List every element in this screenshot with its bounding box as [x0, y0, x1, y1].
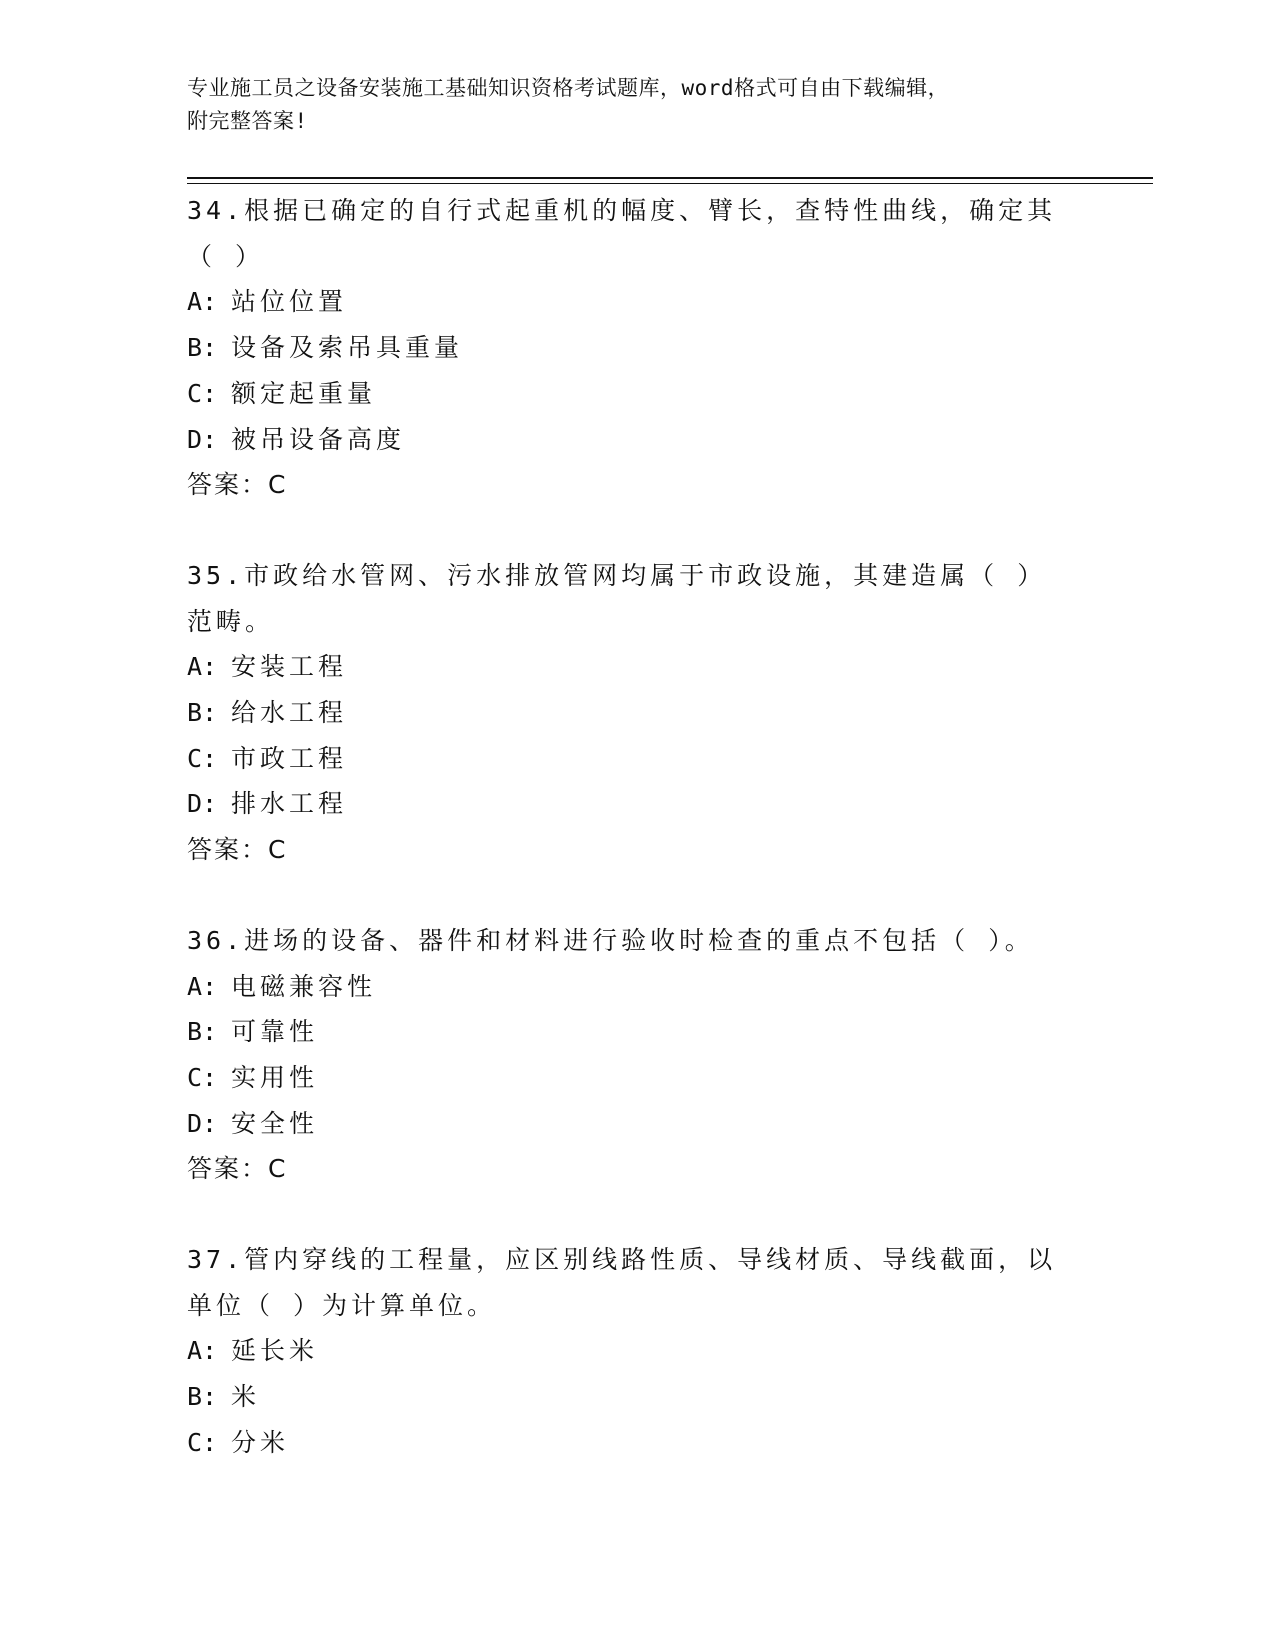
option-letter: D: — [187, 789, 218, 819]
answer-line: 答案：C — [187, 470, 288, 500]
header-title-line-2: 附完整答案! — [187, 109, 308, 133]
question-number: 34. — [187, 196, 245, 225]
option-a — [187, 964, 1087, 1010]
option-text: 被吊设备高度 — [231, 424, 406, 454]
option-c — [187, 371, 1087, 417]
question-34 — [187, 188, 1087, 508]
question-36 — [187, 918, 1087, 1192]
option-text: 站位位置 — [231, 287, 348, 317]
option-text: 米 — [231, 1382, 261, 1412]
option-letter: D: — [187, 1108, 218, 1138]
option-text: 市政工程 — [231, 743, 348, 773]
option-a — [187, 644, 1087, 690]
question-35 — [187, 553, 1087, 873]
option-text: 可靠性 — [231, 1017, 319, 1047]
option-text: 额定起重量 — [231, 378, 377, 408]
question-text: 市政给水管网、污水排放管网均属于市政设施，其建造属（ ）范畴。 — [187, 560, 1047, 636]
option-letter: C: — [187, 1427, 218, 1457]
header-divider-thin — [187, 183, 1153, 184]
option-letter: A: — [187, 971, 218, 1001]
option-a — [187, 1328, 1087, 1374]
option-b — [187, 325, 1087, 371]
option-b — [187, 690, 1087, 736]
question-stem — [187, 188, 1067, 279]
option-text: 安全性 — [231, 1108, 319, 1138]
answer-line: 答案：C — [187, 1154, 288, 1184]
option-letter: A: — [187, 1336, 218, 1366]
question-text: 根据已确定的自行式起重机的幅度、臂长，查特性曲线，确定其（ ） — [187, 196, 1057, 271]
document-header — [187, 72, 1067, 138]
header-divider-thick — [187, 177, 1153, 179]
option-a — [187, 279, 1087, 325]
option-d — [187, 781, 1087, 827]
option-text: 给水工程 — [231, 698, 348, 728]
option-letter: B: — [187, 333, 218, 363]
header-title-line-1: 专业施工员之设备安装施工基础知识资格考试题库，word格式可自由下载编辑， — [187, 76, 950, 100]
option-b — [187, 1009, 1087, 1055]
option-letter: C: — [187, 1062, 218, 1092]
option-text: 设备及索吊具重量 — [231, 333, 464, 363]
option-letter: A: — [187, 652, 218, 682]
question-stem — [187, 1237, 1067, 1328]
option-letter: B: — [187, 1382, 218, 1412]
option-text: 安装工程 — [231, 652, 348, 682]
option-text: 排水工程 — [231, 789, 348, 819]
question-list — [187, 188, 1087, 1466]
question-number: 36. — [187, 925, 245, 955]
option-letter: B: — [187, 698, 218, 728]
question-text: 进场的设备、器件和材料进行验收时检查的重点不包括（ ）。 — [244, 925, 1034, 955]
option-d — [187, 1101, 1087, 1147]
option-letter: A: — [187, 287, 218, 317]
question-37 — [187, 1237, 1087, 1466]
option-text: 电磁兼容性 — [231, 971, 377, 1001]
question-number: 35. — [187, 560, 245, 590]
question-stem — [187, 918, 1067, 964]
option-text: 实用性 — [231, 1062, 319, 1092]
option-letter: C: — [187, 378, 218, 408]
option-text: 分米 — [231, 1427, 290, 1457]
answer-line: 答案：C — [187, 835, 288, 865]
option-c — [187, 1055, 1087, 1101]
option-letter: C: — [187, 743, 218, 773]
option-c — [187, 736, 1087, 782]
option-c — [187, 1420, 1087, 1466]
question-stem — [187, 553, 1067, 644]
question-text: 管内穿线的工程量，应区别线路性质、导线材质、导线截面，以单位（ ）为计算单位。 — [187, 1245, 1057, 1320]
option-letter: B: — [187, 1017, 218, 1047]
option-d — [187, 417, 1087, 463]
option-letter: D: — [187, 424, 218, 454]
option-b — [187, 1374, 1087, 1420]
question-number: 37. — [187, 1245, 245, 1275]
option-text: 延长米 — [231, 1336, 319, 1366]
